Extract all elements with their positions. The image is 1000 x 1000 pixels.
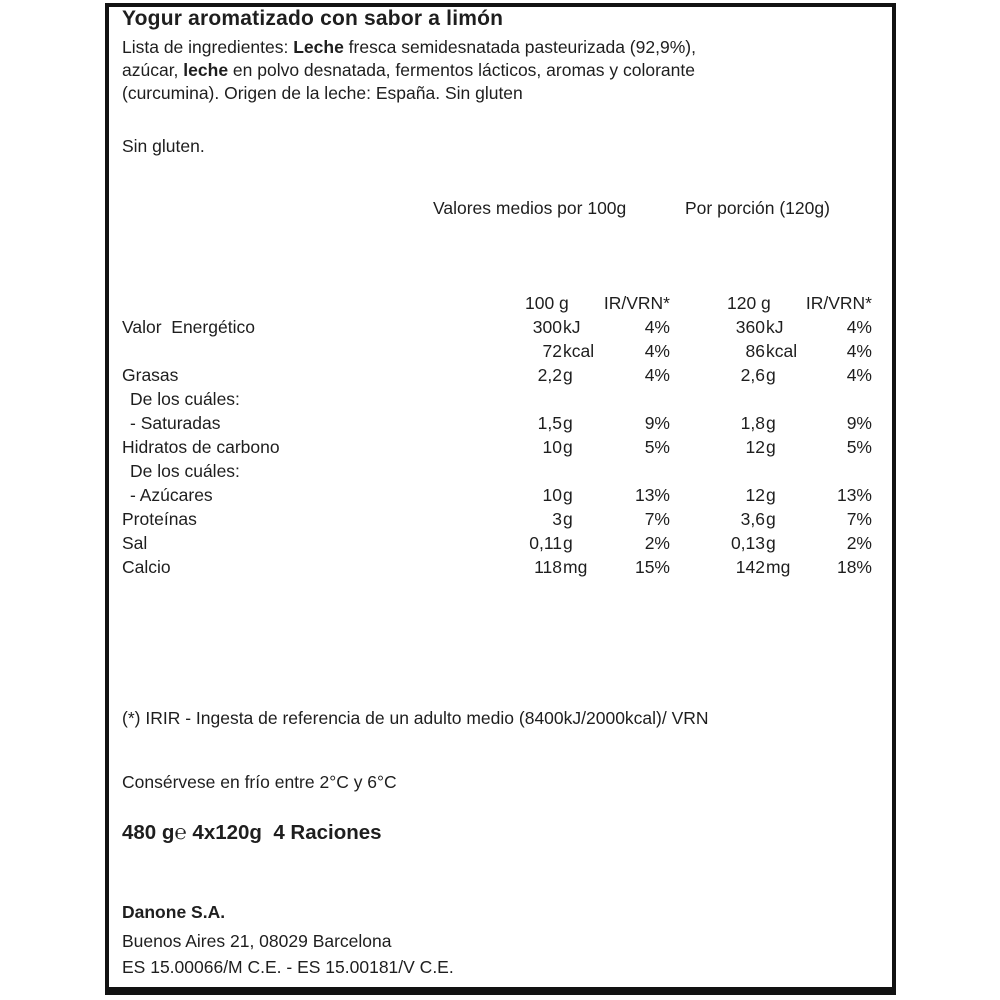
value-per-120g: 360 xyxy=(735,317,765,337)
unit-per-120g: g xyxy=(766,413,776,433)
header-amount-120g: 120 g xyxy=(727,293,771,313)
value-per-100g: 118 xyxy=(534,557,562,577)
value-per-100g: 10 xyxy=(542,485,562,505)
value-per-120g: 0,13 xyxy=(730,533,765,553)
irvrn-per-120g: 5% xyxy=(846,437,872,457)
irvrn-per-100g: 15% xyxy=(634,557,670,577)
unit-per-100g: g xyxy=(563,413,573,433)
irvrn-per-100g: 4% xyxy=(644,365,670,385)
value-per-120g: 86 xyxy=(745,341,765,361)
ingredients-text xyxy=(122,36,696,105)
gluten-free-note: Sin gluten. xyxy=(122,136,205,156)
nutrient-label: - Azúcares xyxy=(130,485,213,505)
nutrition-row xyxy=(109,485,892,509)
ingredients-line: azúcar, leche en polvo desnatada, fermentos lácticos, aromas y colorante xyxy=(122,60,695,80)
nutrition-row xyxy=(109,509,892,533)
value-per-120g: 142 xyxy=(735,557,765,577)
header-irvrn-120g: IR/VRN* xyxy=(805,293,872,313)
net-quantity: 480 g℮ 4x120g 4 Raciones xyxy=(122,821,382,844)
nutrient-label: De los cuáles: xyxy=(130,461,240,481)
nutrient-label: - Saturadas xyxy=(130,413,221,433)
irvrn-per-100g: 9% xyxy=(644,413,670,433)
irvrn-per-100g: 2% xyxy=(644,533,670,553)
value-per-100g: 300 xyxy=(532,317,562,337)
unit-per-100g: g xyxy=(563,533,573,553)
value-per-100g: 10 xyxy=(542,437,562,457)
nutrition-rows xyxy=(109,317,892,581)
nutrition-row xyxy=(109,437,892,461)
label-frame xyxy=(105,3,896,995)
nutrition-column-groups xyxy=(109,198,892,220)
irvrn-per-100g: 5% xyxy=(644,437,670,457)
nutrient-label: De los cuáles: xyxy=(130,389,240,409)
nutrition-row xyxy=(109,341,892,365)
irvrn-per-120g: 13% xyxy=(836,485,872,505)
unit-per-120g: g xyxy=(766,485,776,505)
unit-per-120g: kcal xyxy=(766,341,798,361)
value-per-100g: 72 xyxy=(542,341,562,361)
unit-per-120g: mg xyxy=(766,557,791,577)
unit-per-120g: g xyxy=(766,437,776,457)
irvrn-per-120g: 4% xyxy=(846,341,872,361)
unit-per-120g: g xyxy=(766,365,776,385)
unit-per-100g: kJ xyxy=(563,317,581,337)
irvrn-per-120g: 18% xyxy=(836,557,872,577)
unit-per-100g: g xyxy=(563,437,573,457)
irvrn-per-100g: 13% xyxy=(634,485,670,505)
nutrition-table xyxy=(109,293,892,581)
manufacturer-name: Danone S.A. xyxy=(122,902,226,922)
ingredients-line: Lista de ingredientes: Leche fresca semidesnatada pasteurizada (92,9%), xyxy=(122,37,696,57)
value-per-100g: 2,2 xyxy=(537,365,562,385)
irvrn-per-120g: 4% xyxy=(846,365,872,385)
value-per-100g: 0,11 xyxy=(529,533,562,553)
nutrient-label: Sal xyxy=(122,533,148,553)
header-irvrn-100g: IR/VRN* xyxy=(603,293,670,313)
nutrition-row xyxy=(109,389,892,413)
nutrition-row xyxy=(109,533,892,557)
value-per-100g: 3 xyxy=(552,509,562,529)
nutrient-label: Grasas xyxy=(122,365,179,385)
nutrition-row xyxy=(109,317,892,341)
value-per-120g: 12 xyxy=(745,437,765,457)
value-per-120g: 3,6 xyxy=(740,509,765,529)
manufacturer-address: Buenos Aires 21, 08029 Barcelona xyxy=(122,931,392,951)
column-group-per-portion: Por porción (120g) xyxy=(685,198,830,218)
unit-per-120g: kJ xyxy=(766,317,784,337)
nutrition-header-row xyxy=(109,293,892,317)
nutrition-row xyxy=(109,365,892,389)
unit-per-100g: g xyxy=(563,485,573,505)
value-per-120g: 2,6 xyxy=(740,365,765,385)
nutrition-row xyxy=(109,413,892,437)
irvrn-per-100g: 7% xyxy=(644,509,670,529)
unit-per-100g: g xyxy=(563,509,573,529)
product-title: Yogur aromatizado con sabor a limón xyxy=(122,7,504,30)
nutrient-label: Hidratos de carbono xyxy=(122,437,280,457)
irvrn-per-120g: 4% xyxy=(846,317,872,337)
irvrn-per-120g: 2% xyxy=(846,533,872,553)
reference-intake-note: (*) IRIR - Ingesta de referencia de un adulto medio (8400kJ/2000kcal)/ VRN xyxy=(122,708,709,728)
unit-per-100g: g xyxy=(563,365,573,385)
ingredients-line: (curcumina). Origen de la leche: España. Sin gluten xyxy=(122,83,523,103)
storage-instructions: Consérvese en frío entre 2°C y 6°C xyxy=(122,772,397,792)
irvrn-per-100g: 4% xyxy=(644,341,670,361)
unit-per-100g: mg xyxy=(563,557,588,577)
nutrition-row xyxy=(109,557,892,581)
nutrient-label: Proteínas xyxy=(122,509,197,529)
irvrn-per-120g: 7% xyxy=(846,509,872,529)
column-group-per-100g: Valores medios por 100g xyxy=(433,198,627,218)
manufacturer-registry-codes: ES 15.00066/M C.E. - ES 15.00181/V C.E. xyxy=(122,957,454,977)
nutrient-label: Calcio xyxy=(122,557,171,577)
irvrn-per-100g: 4% xyxy=(644,317,670,337)
value-per-100g: 1,5 xyxy=(537,413,562,433)
value-per-120g: 1,8 xyxy=(740,413,765,433)
header-amount-100g: 100 g xyxy=(525,293,569,313)
unit-per-100g: kcal xyxy=(563,341,595,361)
unit-per-120g: g xyxy=(766,509,776,529)
nutrient-label: Valor Energético xyxy=(122,317,255,337)
unit-per-120g: g xyxy=(766,533,776,553)
value-per-120g: 12 xyxy=(745,485,765,505)
nutrition-row xyxy=(109,461,892,485)
irvrn-per-120g: 9% xyxy=(846,413,872,433)
